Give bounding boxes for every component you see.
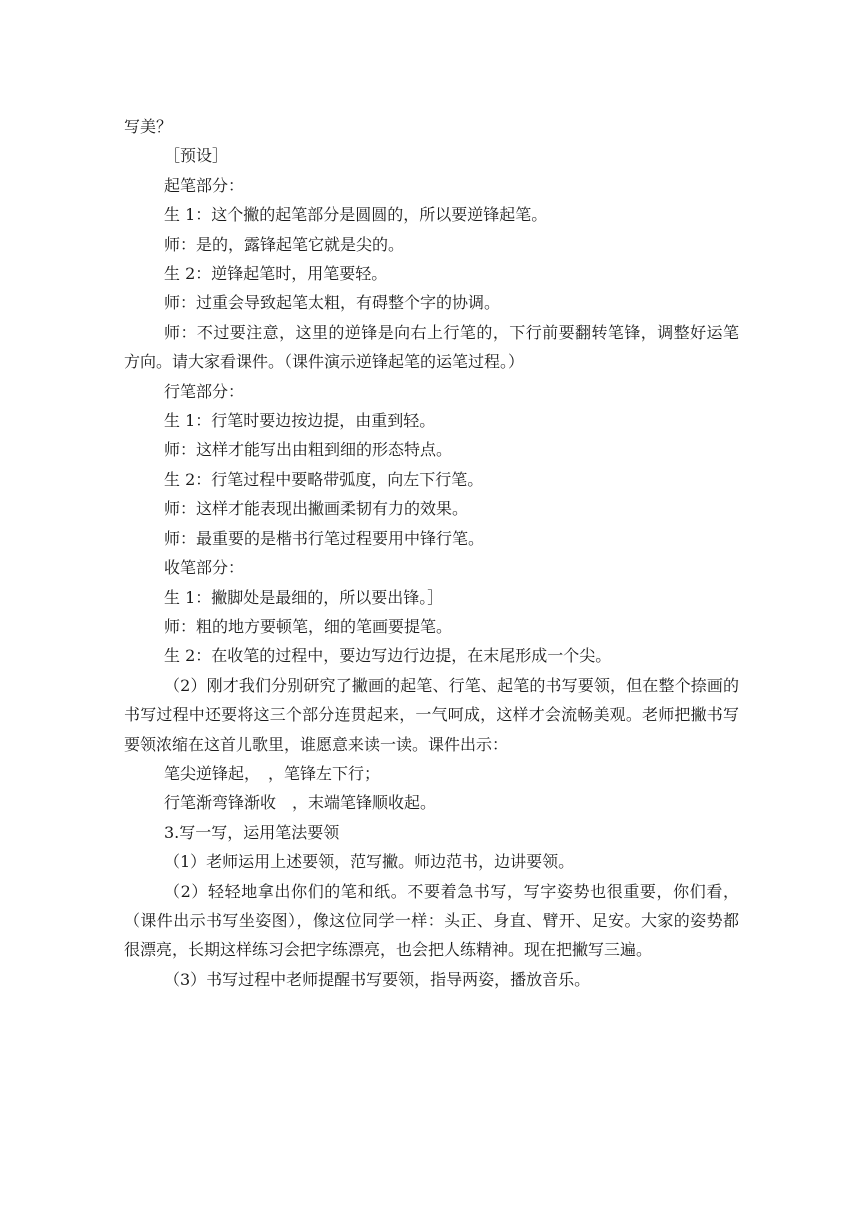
paragraph-line-18: （2）刚才我们分别研究了撇画的起笔、行笔、起笔的书写要领，但在整个捺画的书写过程中还要将这三个部分连贯起来，一气呵成，这样才会流畅美观。老师把撇书写要领浓缩在这首儿歌里，谁愿意来读一读。课件出示：: [124, 675, 739, 754]
document-body: [124, 112, 739, 994]
paragraph-line-22: （1）老师运用上述要领，范写撇。师边范书，边讲要领。: [164, 852, 575, 872]
paragraph-line-11: 生 2：行笔过程中要略带弧度，向左下行笔。: [164, 469, 484, 489]
paragraph-line-8: 行笔部分：: [164, 381, 245, 401]
paragraph-line-15: 生 1：撇脚处是最细的，所以要出锋。］: [164, 587, 444, 607]
paragraph-line-7: 师：不过要注意，这里的逆锋是向右上行笔的，下行前要翻转笔锋，调整好运笔方向。请大家看课件。（课件演示逆锋起笔的运笔过程。）: [124, 322, 739, 372]
paragraph-line-4: 师：是的，露锋起笔它就是尖的。: [164, 234, 405, 254]
paragraph-line-0: 写美？: [124, 117, 173, 136]
paragraph-line-2: 起笔部分：: [164, 175, 245, 195]
paragraph-line-5: 生 2：逆锋起笔时，用笔要轻。: [164, 264, 388, 284]
paragraph-line-6: 师：过重会导致起笔太粗，有碍整个字的协调。: [164, 293, 501, 313]
paragraph-line-21: 3.写一写，运用笔法要领: [164, 822, 340, 842]
paragraph-line-14: 收笔部分：: [164, 558, 245, 578]
paragraph-line-13: 师：最重要的是楷书行笔过程要用中锋行笔。: [164, 528, 485, 548]
paragraph-line-20: 行笔渐弯锋渐收 ，末端笔锋顺收起。: [164, 793, 437, 813]
paragraph-line-9: 生 1：行笔时要边按边提，由重到轻。: [164, 411, 436, 431]
paragraph-line-1: ［预设］: [164, 146, 229, 166]
paragraph-line-23: （2）轻轻地拿出你们的笔和纸。不要着急书写，写字姿势也很重要，你们看，（课件出示书写坐姿图），像这位同学一样：头正、身直、臂开、足安。大家的姿势都很漂亮，长期这样练习会把字练漂亮，也会把人练精神。现在把撇写三遍。: [124, 881, 739, 960]
paragraph-line-17: 生 2：在收笔的过程中，要边写边行边提，在末尾形成一个尖。: [164, 646, 612, 666]
paragraph-line-3: 生 1：这个撇的起笔部分是圆圆的，所以要逆锋起笔。: [164, 205, 548, 225]
paragraph-line-10: 师：这样才能写出由粗到细的形态特点。: [164, 440, 453, 460]
paragraph-line-16: 师：粗的地方要顿笔，细的笔画要提笔。: [164, 616, 453, 636]
paragraph-line-12: 师：这样才能表现出撇画柔韧有力的效果。: [164, 499, 469, 519]
paragraph-line-19: 笔尖逆锋起， ，笔锋左下行；: [164, 763, 381, 783]
paragraph-line-24: （3）书写过程中老师提醒书写要领，指导两姿，播放音乐。: [164, 969, 591, 989]
